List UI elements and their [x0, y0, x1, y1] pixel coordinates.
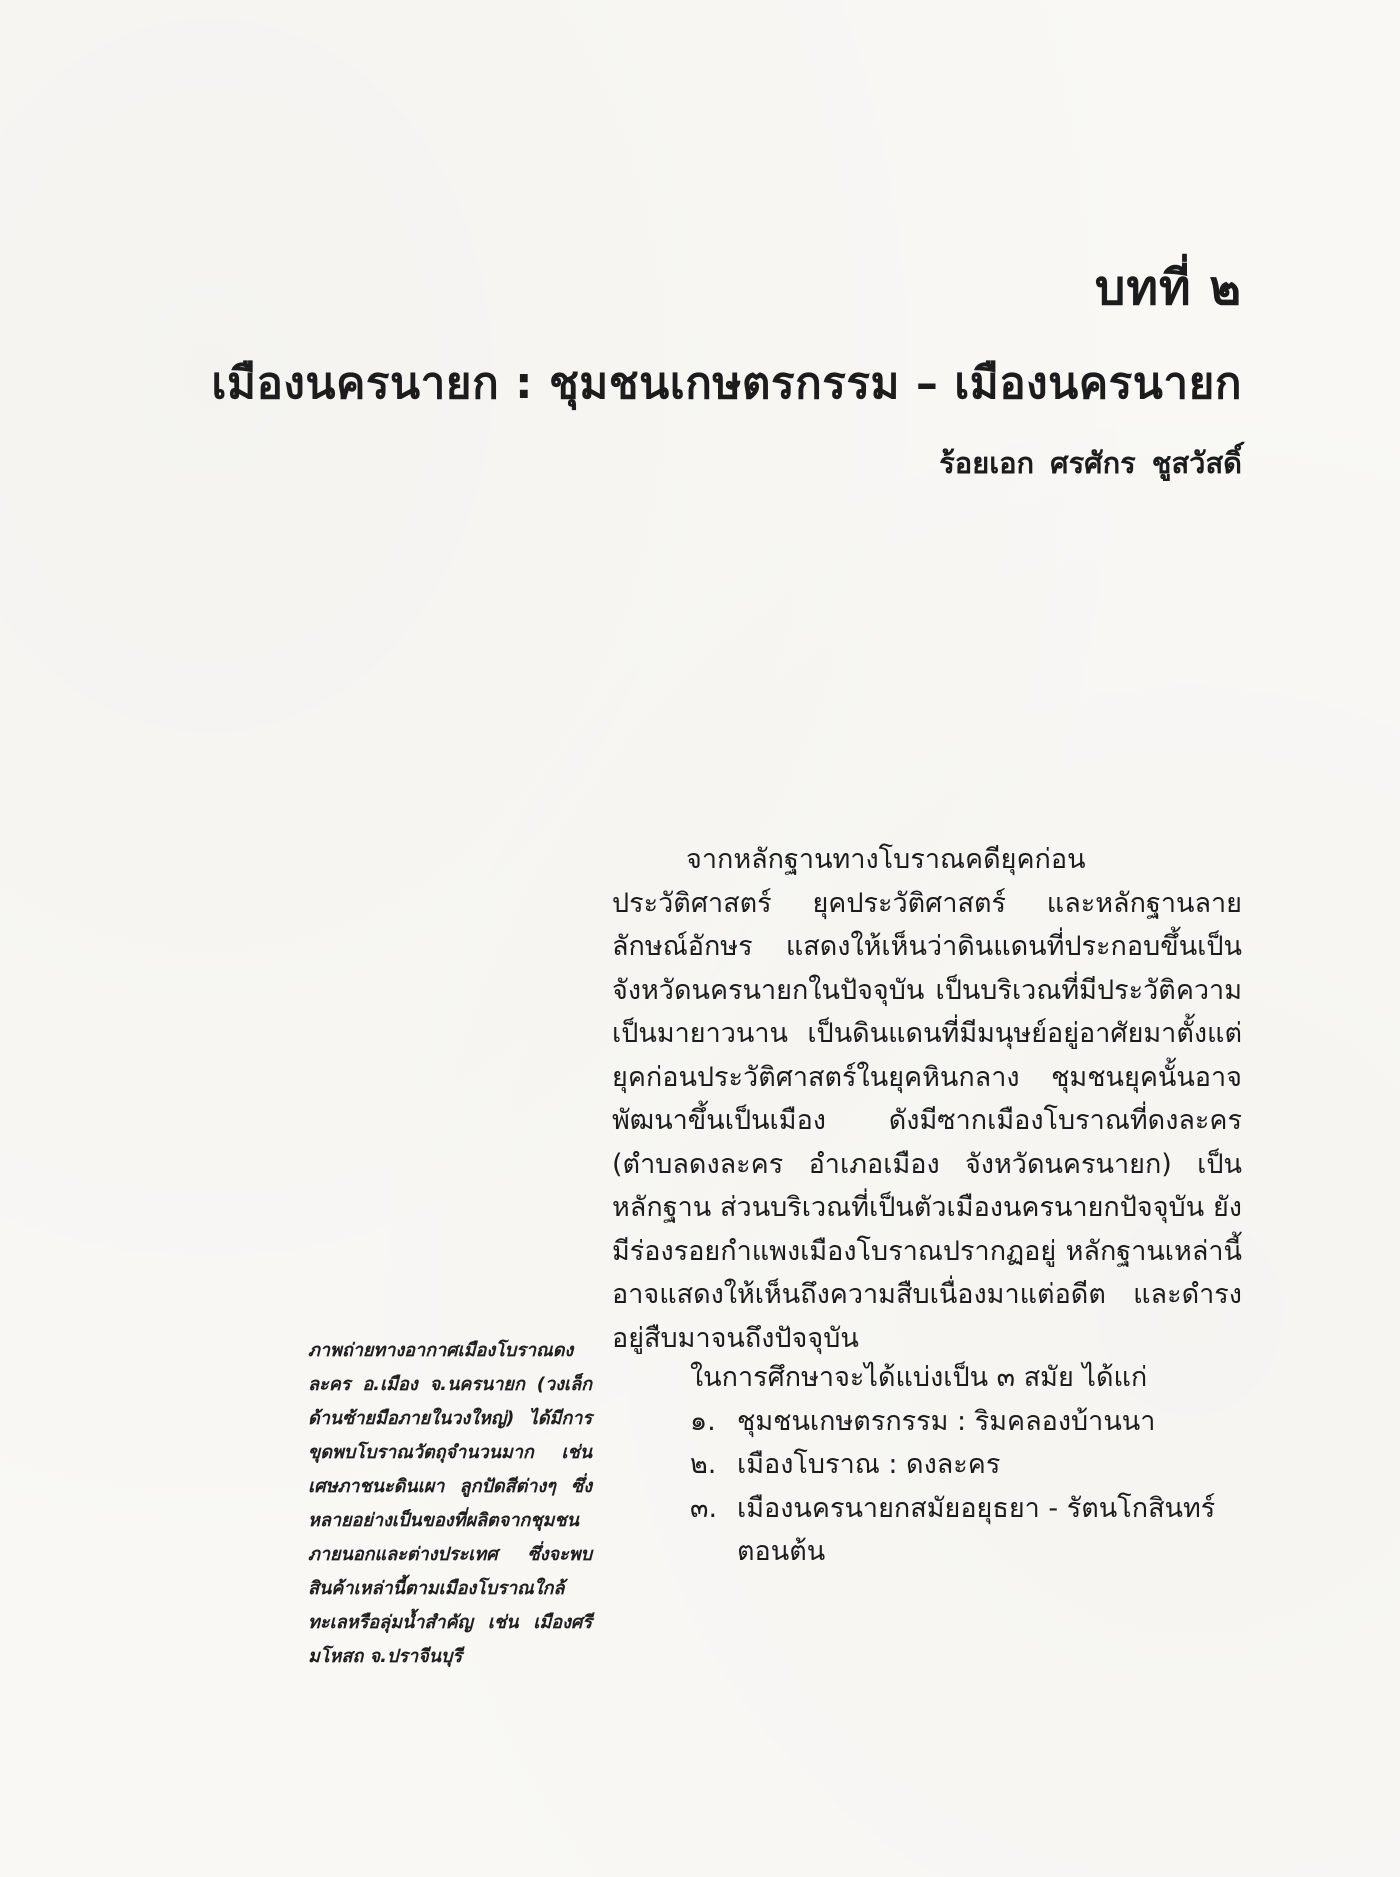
- list-item-number: ๒.: [690, 1449, 717, 1480]
- photo-caption: ภาพถ่ายทางอากาศเมืองโบราณดงละคร อ.เมือง จ.นครนายก (วงเล็กด้านซ้ายมือภายในวงใหญ่) ได้มีการขุดพบโบราณวัตถุจำนวนมาก เช่น เศษภาชนะดินเผา ลูกปัดสีต่างๆ ซึ่งหลายอย่างเป็นของที่ผลิตจากชุมชนภายนอกและต่างประเทศ ซึ่งจะพบสินค้าเหล่านี้ตามเมืองโบราณใกล้ทะเลหรือลุ่มน้ำสำคัญ เช่น เมืองศรีมโหสถ จ.ปราจีนบุรี: [308, 1340, 592, 1667]
- chapter-title: เมืองนครนายก : ชุมชนเกษตรกรรม – เมืองนครนายก: [211, 358, 1242, 409]
- list-item-number: ๓.: [690, 1492, 718, 1524]
- list-item: [690, 1443, 1250, 1487]
- chapter-number: บทที่ ๒: [1094, 260, 1242, 316]
- body-paragraph: [612, 838, 1242, 1360]
- body-paragraph-text: จากหลักฐานทางโบราณคดียุคก่อนประวัติศาสตร์ ยุคประวัติศาสตร์ และหลักฐานลายลักษณ์อักษร แสดงให้เห็นว่าดินแดนที่ประกอบขึ้นเป็นจังหวัดนครนายกในปัจจุบัน เป็นบริเวณที่มีประวัติความเป็นมายาวนาน เป็นดินแดนที่มีมนุษย์อยู่อาศัยมาตั้งแต่ยุคก่อนประวัติศาสตร์ในยุคหินกลาง ชุมชนยุคนั้นอาจพัฒนาขึ้นเป็นเมือง ดังมีซากเมืองโบราณที่ดงละคร (ตำบลดงละคร อำเภอเมือง จังหวัดนครนายก) เป็นหลักฐาน ส่วนบริเวณที่เป็นตัวเมืองนครนายกปัจจุบัน ยังมีร่องรอยกำแพงเมืองโบราณปรากฏอยู่ หลักฐานเหล่านี้อาจแสดงให้เห็นถึงความสืบเนื่องมาแต่อดีต และดำรงอยู่สืบมาจนถึงปัจจุบัน: [612, 844, 1242, 1354]
- list-item-text: เมืองโบราณ : ดงละคร: [737, 1449, 1001, 1480]
- author-name: ร้อยเอก ศรศักร ชูสวัสดิ์: [939, 446, 1242, 480]
- periods-section: [690, 1356, 1250, 1574]
- list-item-number: ๑.: [690, 1405, 716, 1437]
- list-item-text: ชุมชนเกษตรกรรม : ริมคลองบ้านนา: [737, 1405, 1156, 1437]
- list-intro: ในการศึกษาจะได้แบ่งเป็น ๓ สมัย ได้แก่: [690, 1362, 1148, 1393]
- list-item: [690, 1400, 1250, 1444]
- periods-list: [690, 1400, 1250, 1574]
- list-item: [690, 1487, 1250, 1574]
- list-item-text: เมืองนครนายกสมัยอยุธยา - รัตนโกสินทร์ตอนต้น: [737, 1492, 1216, 1567]
